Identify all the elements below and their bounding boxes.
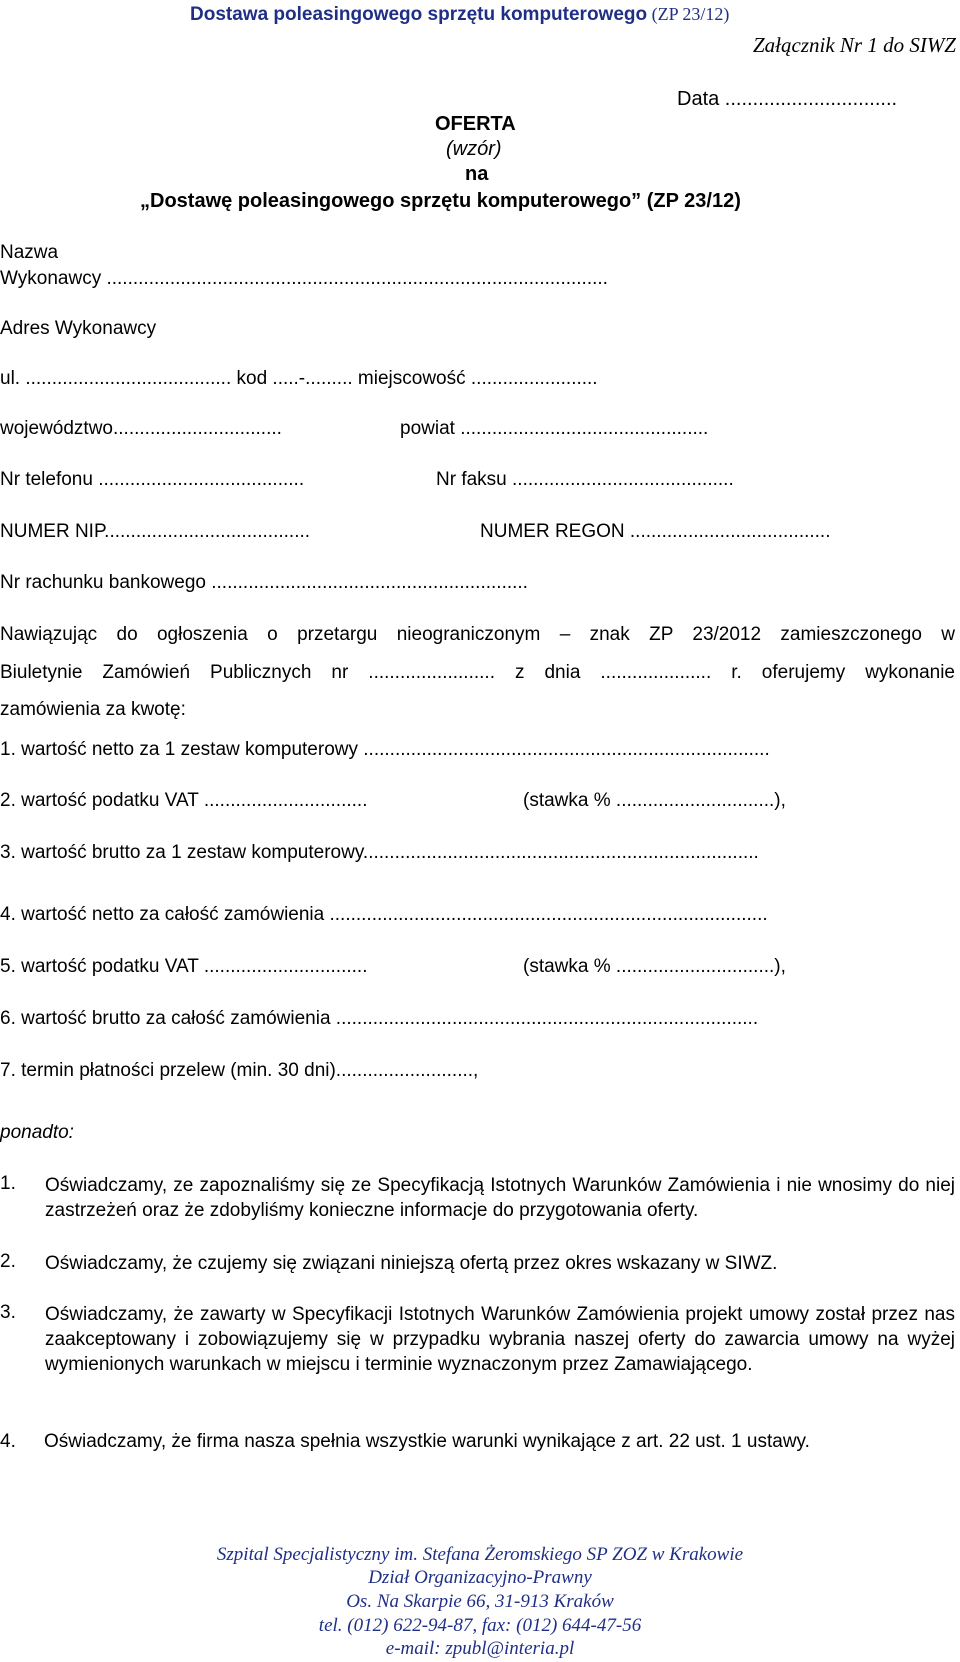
offer-subtitle: (wzór)	[446, 138, 502, 160]
declaration-3-text: Oświadczamy, że zawarty w Specyfikacji Istotnych Warunków Zamówienia projekt umowy został przez nas zaakceptowany i zobowiązujemy się w przypadku wybrania naszej oferty do zawarcia umowy na wyżej wymienionych warunkach w miejscu i terminie wyznaczonym przez Zamawiającego.	[45, 1304, 955, 1375]
header-code: (ZP 23/12)	[651, 4, 730, 24]
price-item-2-rate: (stawka % ..............................),	[523, 790, 786, 811]
price-item-2: 2. wartość podatku VAT ...............................	[0, 790, 368, 811]
attachment-label: Załącznik Nr 1 do SIWZ	[752, 33, 956, 57]
intro-line-2: Biuletynie Zamówień Publicznych nr ........................ z dnia ..................... r. oferujemy wykonanie	[0, 662, 955, 683]
declaration-1-text: Oświadczamy, ze zapoznaliśmy się ze Specyfikacją Istotnych Warunków Zamówienia i nie wnosimy do niej zastrzeżeń oraz że zdobyliśmy konieczne informacje do przygotowania oferty.	[45, 1175, 955, 1221]
footer-line-5: e-mail: zpubl@interia.pl	[385, 1638, 575, 1659]
price-item-3: 3. wartość brutto za 1 zestaw komputerowy...........................................................................	[0, 842, 759, 863]
phone-field: Nr telefonu .......................................	[0, 469, 305, 490]
price-item-4: 4. wartość netto za całość zamówienia ...................................................................................	[0, 904, 768, 925]
declaration-4-number: 4.	[0, 1431, 16, 1452]
address-label: Adres Wykonawcy	[0, 318, 157, 339]
intro-line-1: Nawiązując do ogłoszenia o przetargu nieograniczonym – znak ZP 23/2012 zamieszczonego w	[0, 624, 955, 645]
regon-field: NUMER REGON ......................................	[480, 521, 831, 542]
voivodeship-field: województwo................................	[0, 418, 282, 439]
declaration-2-text: Oświadczamy, że czujemy się związani niniejszą ofertą przez okres wskazany w SIWZ.	[45, 1253, 778, 1274]
declaration-4-text: Oświadczamy, że firma nasza spełnia wszystkie warunki wynikające z art. 22 ust. 1 ustawy.	[44, 1431, 810, 1452]
footer-line-4: tel. (012) 622-94-87, fax: (012) 644-47-56	[318, 1615, 642, 1636]
street-field: ul. ....................................... kod .....-......... miejscowość ........................	[0, 368, 598, 389]
price-item-1: 1. wartość netto za 1 zestaw komputerowy .............................................................................	[0, 739, 770, 760]
contractor-name-field: Wykonawcy ...............................................................................................	[0, 268, 608, 289]
ponadto-label: ponadto:	[0, 1122, 74, 1143]
footer-line-3: Os. Na Skarpie 66, 31-913 Kraków	[346, 1591, 614, 1612]
price-item-5-rate: (stawka % ..............................),	[523, 956, 786, 977]
price-item-6: 6. wartość brutto za całość zamówienia ................................................................................	[0, 1008, 759, 1029]
contractor-name-label: Nazwa	[0, 242, 59, 263]
offer-na: na	[465, 163, 489, 185]
price-item-5: 5. wartość podatku VAT ...............................	[0, 956, 368, 977]
declaration-3-number: 3.	[0, 1302, 16, 1323]
district-field: powiat ...............................................	[400, 418, 709, 439]
offer-title: OFERTA	[435, 113, 516, 135]
intro-line-3: zamówienia za kwotę:	[0, 699, 186, 720]
footer-line-1: Szpital Specjalistyczny im. Stefana Żeromskiego SP ZOZ w Krakowie	[216, 1544, 744, 1565]
price-item-7: 7. termin płatności przelew (min. 30 dni)..........................,	[0, 1060, 479, 1081]
bank-account-field: Nr rachunku bankowego ............................................................	[0, 572, 528, 593]
nip-field: NUMER NIP.......................................	[0, 521, 311, 542]
declaration-2-number: 2.	[0, 1251, 16, 1272]
offer-subject: „Dostawę poleasingowego sprzętu komputerowego” (ZP 23/12)	[140, 190, 741, 212]
header-title: Dostawa poleasingowego sprzętu komputerowego	[190, 4, 648, 25]
date-field: Data ...............................	[677, 88, 898, 110]
footer-line-2: Dział Organizacyjno-Prawny	[368, 1567, 592, 1588]
document-header	[190, 4, 729, 26]
fax-field: Nr faksu ..........................................	[436, 469, 734, 490]
declaration-1-number: 1.	[0, 1173, 16, 1194]
